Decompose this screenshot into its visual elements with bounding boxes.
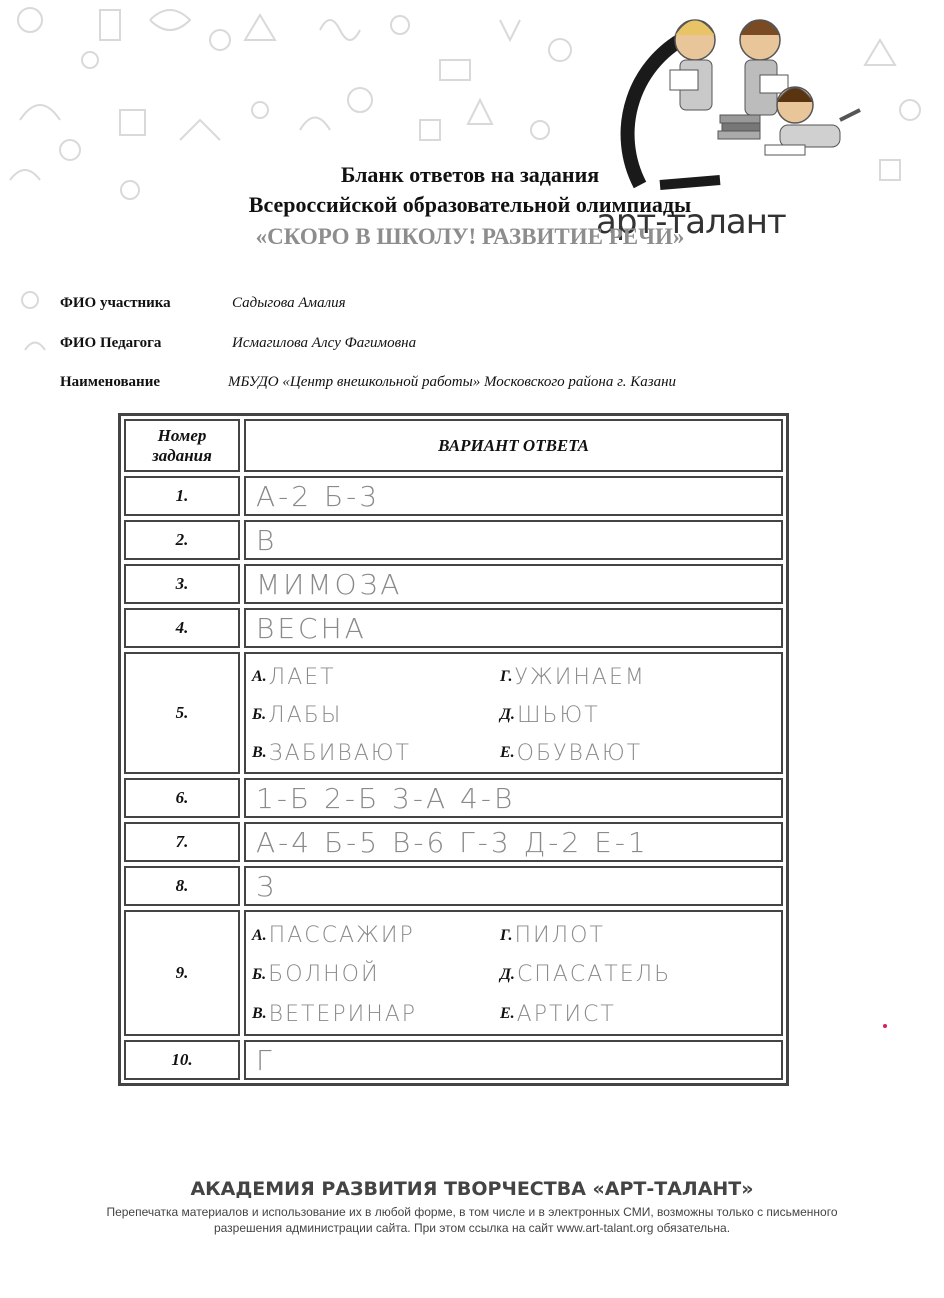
answer-part[interactable]: А. ЛАЕТ [252, 664, 336, 690]
answer-part-value: АРТИСТ [516, 1001, 616, 1027]
table-row [124, 564, 783, 604]
task-number: 2. [124, 520, 240, 560]
answer-part[interactable]: В. ВЕТЕРИНАР [252, 1001, 418, 1027]
table-row [124, 520, 783, 560]
table-row [124, 910, 783, 1036]
answer-part-value: ОБУВАЮТ [516, 740, 643, 766]
answer-part[interactable]: Е. ОБУВАЮТ [500, 740, 643, 766]
teacher-label: ФИО Педагога [60, 335, 162, 351]
answer-field[interactable]: Г [244, 1040, 783, 1080]
answer-part[interactable]: Д. ШЬЮТ [500, 702, 600, 728]
answer-part[interactable]: Е. АРТИСТ [500, 1001, 616, 1027]
table-row [124, 822, 783, 862]
answer-part-value: ЗАБИВАЮТ [268, 740, 411, 766]
participant-label: ФИО участника [60, 295, 171, 311]
answer-part-value: БОЛНОЙ [268, 962, 380, 988]
table-row [124, 608, 783, 648]
table-row [124, 652, 783, 774]
answer-part-value: ЛАБЫ [268, 702, 343, 728]
task-number: 9. [124, 910, 240, 1036]
answer-part[interactable]: Г. ПИЛОТ [500, 923, 605, 949]
answer-field[interactable]: В [244, 520, 783, 560]
answer-grid [244, 652, 783, 774]
answer-table [118, 413, 789, 1086]
answer-field[interactable]: 1-Б 2-Б 3-А 4-В [244, 778, 783, 818]
answer-part[interactable]: Б. ЛАБЫ [252, 702, 343, 728]
task-number: 3. [124, 564, 240, 604]
answer-part-value: ПАССАЖИР [268, 923, 415, 949]
column-header-number-line2: задания [152, 445, 212, 465]
answer-part[interactable]: Б. БОЛНОЙ [252, 962, 380, 988]
org-label: Наименование [60, 374, 160, 390]
column-header-number [124, 419, 240, 472]
task-number: 1. [124, 476, 240, 516]
teacher-value: Исмагилова Алсу Фагимовна [232, 335, 417, 351]
answer-part[interactable]: В. ЗАБИВАЮТ [252, 740, 411, 766]
participant-value: Садыгова Амалия [232, 295, 346, 311]
footer-copyright-note: Перепечатка материалов и использование их в любой форме, в том числе и в электронных СМИ, возможны только с письменного разрешения администрации сайта. При этом ссылка на сайт www.art-talant.org обязательна. [106, 1205, 838, 1235]
column-header-number-line1: Номер [157, 425, 207, 445]
footer-title: АКАДЕМИЯ РАЗВИТИЯ ТВОРЧЕСТВА «АРТ-ТАЛАНТ» [190, 1178, 754, 1200]
children-illustration [670, 20, 860, 155]
table-row [124, 866, 783, 906]
table-row [124, 1040, 783, 1080]
answer-part-value: ЛАЕТ [268, 664, 336, 690]
answer-grid [244, 910, 783, 1036]
answer-part-value: СПАСАТЕЛЬ [516, 962, 672, 988]
task-number: 6. [124, 778, 240, 818]
task-number: 4. [124, 608, 240, 648]
answer-part-value: УЖИНАЕМ [514, 664, 646, 690]
column-header-answer: ВАРИАНТ ОТВЕТА [244, 419, 783, 472]
stray-mark [883, 1024, 887, 1028]
answer-part-value: ШЬЮТ [516, 702, 600, 728]
table-row [124, 476, 783, 516]
answer-part[interactable]: Г. УЖИНАЕМ [500, 664, 646, 690]
task-number: 5. [124, 652, 240, 774]
title-line-2: Всероссийской образовательной олимпиады [248, 192, 692, 217]
answer-part[interactable]: Д. СПАСАТЕЛЬ [500, 962, 672, 988]
task-number: 7. [124, 822, 240, 862]
task-number: 10. [124, 1040, 240, 1080]
answer-part-value: ПИЛОТ [514, 923, 605, 949]
logo-text: арт-талант [596, 202, 786, 242]
answer-field[interactable]: З [244, 866, 783, 906]
answer-field[interactable]: А-2 Б-3 [244, 476, 783, 516]
title-line-1: Бланк ответов на задания [340, 162, 600, 187]
org-value: МБУДО «Центр внешкольной работы» Московского района г. Казани [228, 374, 677, 390]
table-row [124, 778, 783, 818]
answer-field[interactable]: ВЕСНА [244, 608, 783, 648]
answer-part[interactable]: А. ПАССАЖИР [252, 923, 415, 949]
task-number: 8. [124, 866, 240, 906]
answer-part-value: ВЕТЕРИНАР [268, 1001, 418, 1027]
answer-field[interactable]: МИМОЗА [244, 564, 783, 604]
title-line-3: «СКОРО В ШКОЛУ! РАЗВИТИЕ РЕЧИ» [255, 224, 685, 249]
answer-field[interactable]: А-4 Б-5 В-6 Г-3 Д-2 Е-1 [244, 822, 783, 862]
table-header-row [124, 419, 783, 472]
